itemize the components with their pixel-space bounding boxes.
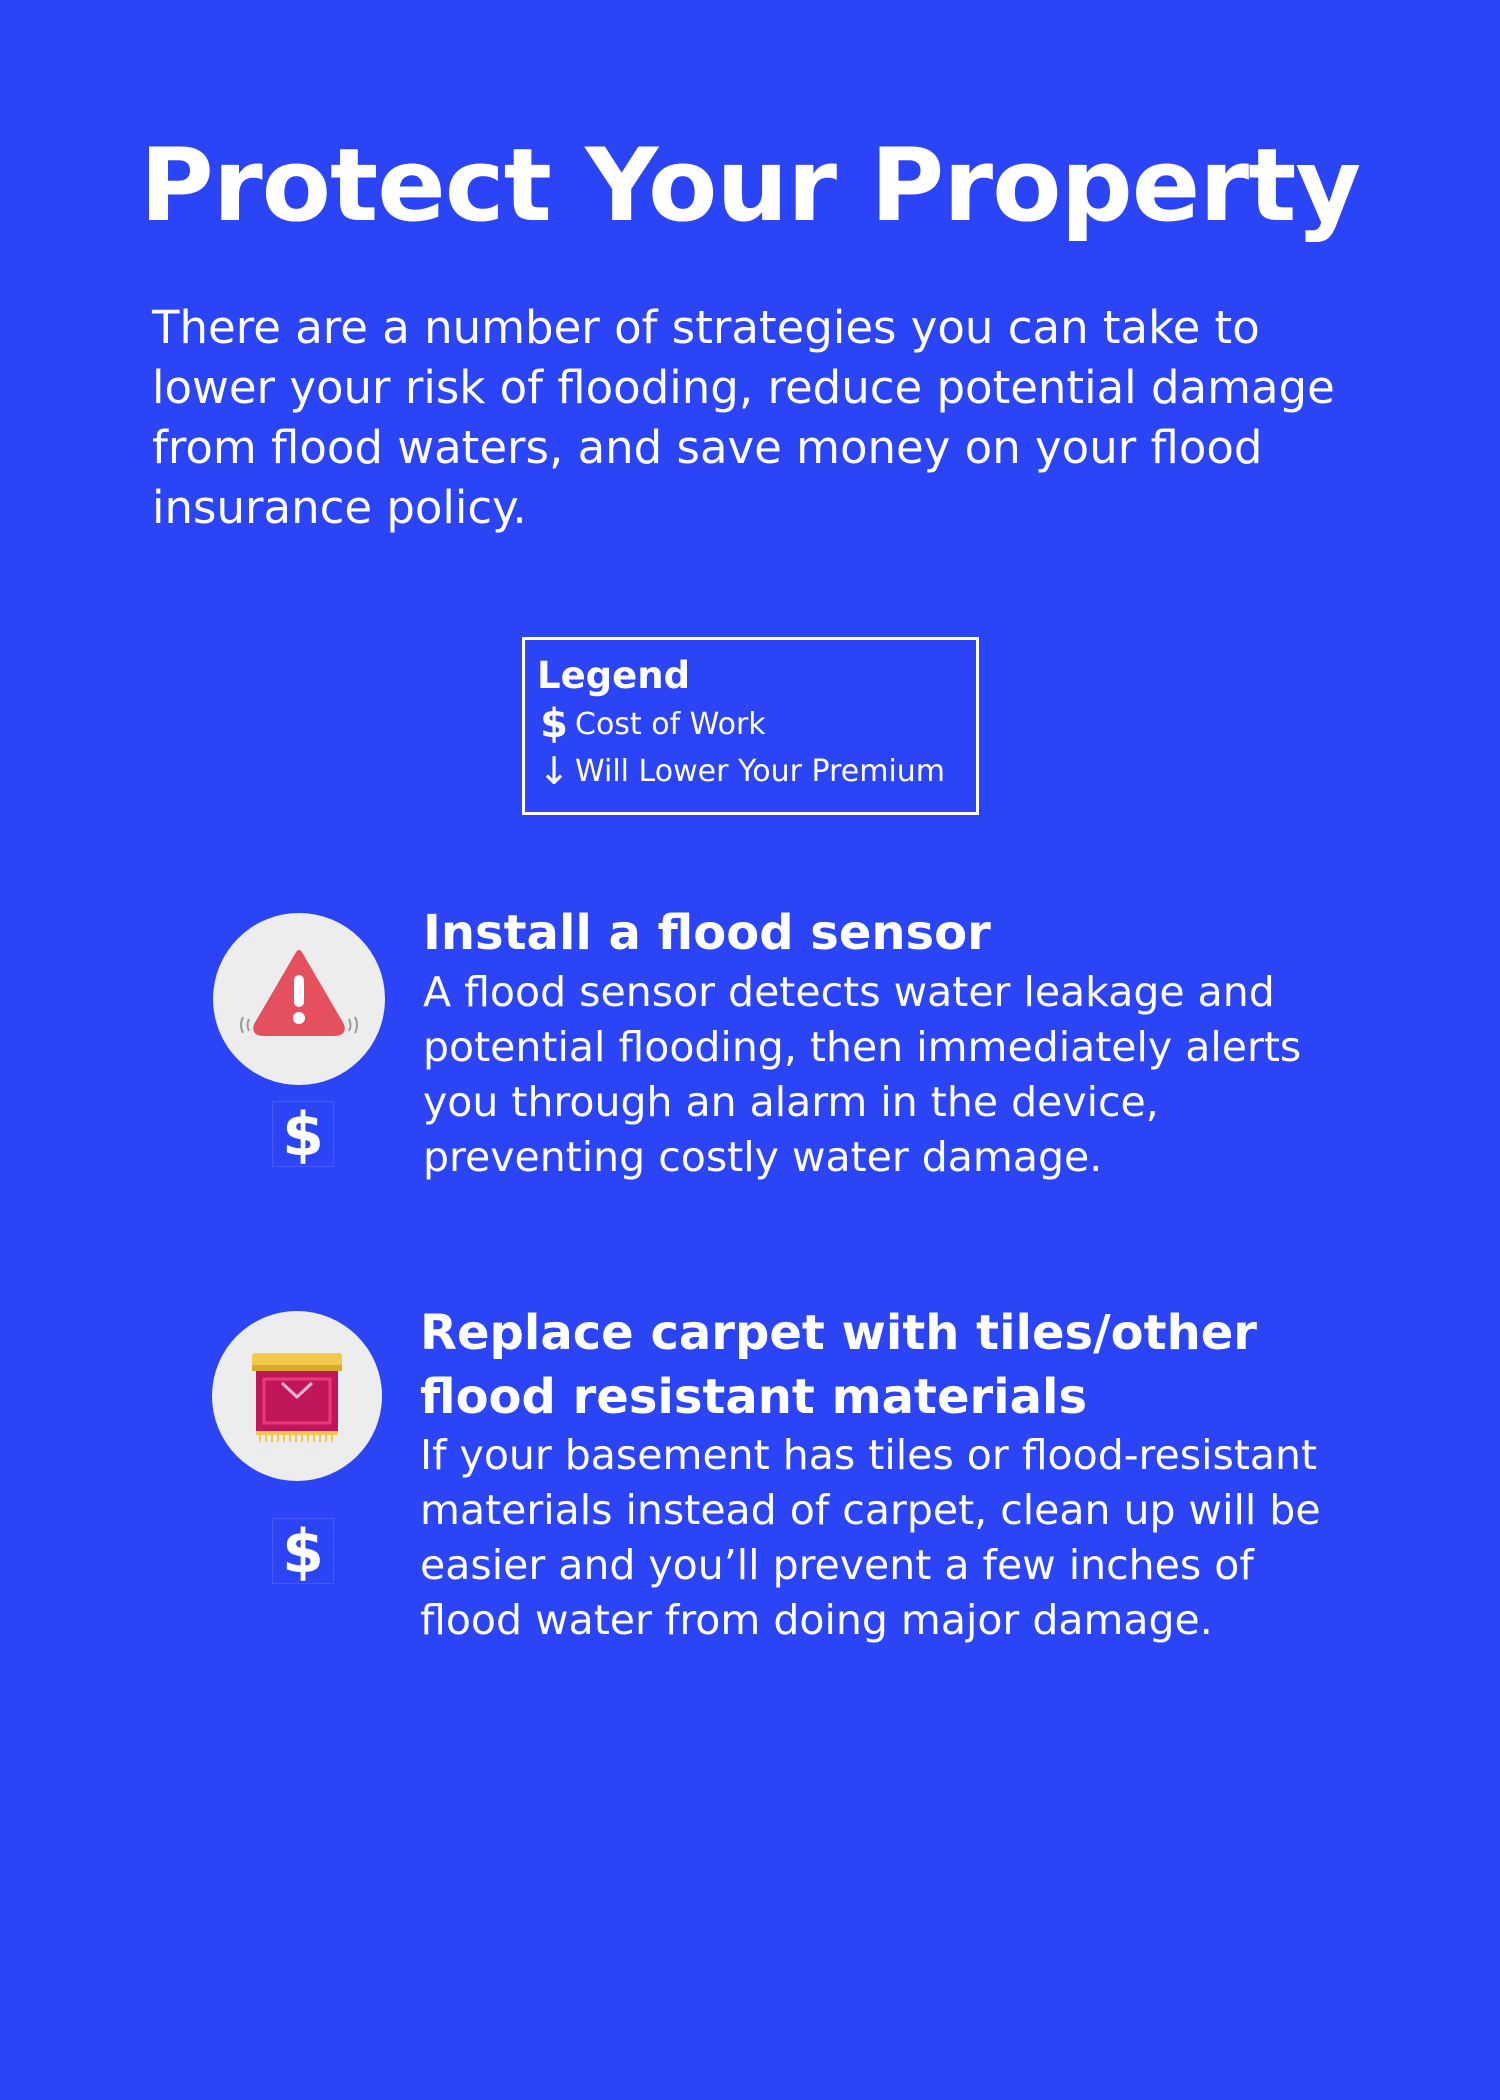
strategy-title [420,1301,1257,1429]
legend [522,637,979,815]
icon-circle [212,1311,382,1481]
legend-item-label: Cost of Work [575,706,766,742]
cost-dollar-icon: $ [272,1101,334,1167]
legend-title: Legend [537,654,691,697]
icon-circle [213,913,385,1085]
strategy-title-line: Replace carpet with tiles/other [420,1305,1257,1361]
dollar-icon: $ [540,701,568,747]
strategy-title: Install a flood sensor [423,905,991,961]
down-arrow-icon: ↓ [538,749,570,793]
legend-item-cost [537,701,766,747]
legend-item-label: Will Lower Your Premium [575,753,946,789]
strategy-description: A flood sensor detects water leakage and potential flooding, then immediately alerts you through an alarm in the device, preventing costly water damage. [423,968,1302,1181]
legend-item-premium [537,751,945,791]
intro-paragraph: There are a number of strategies you can take to lower your risk of flooding, reduce potential damage from flood waters, and save money on your flood insurance policy. [152,301,1335,534]
carpet-icon [212,1311,382,1481]
page-title: Protect Your Property [139,126,1361,244]
strategy-description: If your basement has tiles or flood-resistant materials instead of carpet, clean up will be easier and you’ll prevent a few inches of flood water from doing major damage. [420,1431,1321,1644]
strategy-title-line: flood resistant materials [420,1369,1088,1425]
cost-dollar-icon: $ [272,1518,334,1584]
alarm-warning-icon [213,913,385,1085]
